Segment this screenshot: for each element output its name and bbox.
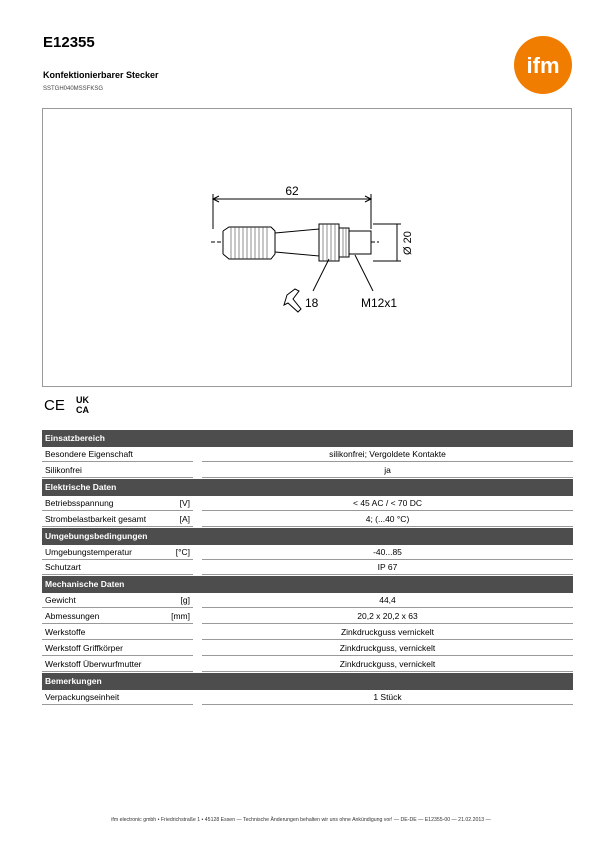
row-value: < 45 AC / < 70 DC (202, 497, 573, 511)
row-label: Betriebsspannung (42, 497, 193, 511)
row-value: -40...85 (202, 546, 573, 560)
technical-drawing (42, 108, 572, 387)
ukca-mark-top: UK (76, 395, 89, 405)
row-label: Werkstoffe (42, 626, 193, 640)
table-row (42, 609, 573, 625)
dim-diameter-label: Ø 20 (402, 231, 414, 255)
dim-length-label: 62 (285, 184, 299, 198)
row-unit: [V] (179, 497, 190, 508)
row-unit (162, 561, 190, 574)
product-subtitle: Konfektionierbarer Stecker (43, 70, 159, 80)
table-row (42, 560, 573, 576)
table-row (42, 593, 573, 609)
table-row (42, 690, 573, 706)
section-header: Umgebungsbedingungen (42, 528, 573, 545)
row-unit (162, 658, 190, 671)
table-row (42, 463, 573, 479)
logo-text: ifm (526, 53, 560, 78)
row-unit: [A] (179, 513, 190, 524)
page-footer: ifm electronic gmbh • Friedrichstraße 1 • 45128 Essen — Technische Änderungen behalten wir uns ohne Ankündigung vor! — DE-DE — E12355-00 — 21.02.2013 — (111, 817, 491, 823)
row-value: 44,4 (202, 594, 573, 608)
spec-table (42, 430, 573, 706)
thread-label: M12x1 (361, 296, 398, 310)
product-code: SSTGH040MSSFKSG (43, 86, 104, 92)
row-value: Zinkdruckguss, vernickelt (202, 658, 573, 672)
row-label: Besondere Eigenschaft (42, 448, 193, 462)
ifm-logo (513, 35, 573, 95)
section-header: Einsatzbereich (42, 430, 573, 447)
row-unit: [g] (180, 595, 190, 606)
row-value: 4; (...40 °C) (202, 513, 573, 527)
wrench-size-label: 18 (305, 296, 319, 310)
row-label: Strombelastbarkeit gesamt (42, 513, 193, 527)
row-value: IP 67 (202, 561, 573, 575)
row-unit (162, 691, 190, 704)
row-label: Gewicht (42, 594, 193, 608)
row-label: Abmessungen (42, 610, 193, 624)
ce-mark: CE (44, 397, 65, 414)
table-row (42, 545, 573, 561)
row-value: ja (202, 464, 573, 478)
row-unit (162, 642, 190, 655)
table-row (42, 641, 573, 657)
row-value: silikonfrei; Vergoldete Kontakte (202, 448, 573, 462)
section-header: Bemerkungen (42, 673, 573, 690)
row-value: Zinkdruckguss, vernickelt (202, 642, 573, 656)
row-unit (162, 448, 190, 461)
row-unit (162, 626, 190, 639)
row-unit (162, 464, 190, 477)
section-header: Elektrische Daten (42, 479, 573, 496)
row-value: 20,2 x 20,2 x 63 (202, 610, 573, 624)
row-label: Silikonfrei (42, 464, 193, 478)
row-label: Umgebungstemperatur (42, 546, 193, 560)
table-row (42, 625, 573, 641)
row-value: 1 Stück (202, 691, 573, 705)
wrench-icon (284, 289, 301, 312)
table-row (42, 657, 573, 673)
row-label: Werkstoff Überwurfmutter (42, 658, 193, 672)
table-row (42, 447, 573, 463)
row-label: Schutzart (42, 561, 193, 575)
row-unit: [mm] (171, 611, 190, 622)
table-row (42, 496, 573, 512)
row-unit: [°C] (175, 546, 190, 557)
row-value: Zinkdruckguss vernickelt (202, 626, 573, 640)
page-title: E12355 (43, 34, 95, 51)
section-header: Mechanische Daten (42, 576, 573, 593)
row-label: Verpackungseinheit (42, 691, 193, 705)
row-label: Werkstoff Griffkörper (42, 642, 193, 656)
table-row (42, 512, 573, 528)
certification-marks (44, 394, 104, 416)
ukca-mark-bottom: CA (76, 405, 89, 415)
